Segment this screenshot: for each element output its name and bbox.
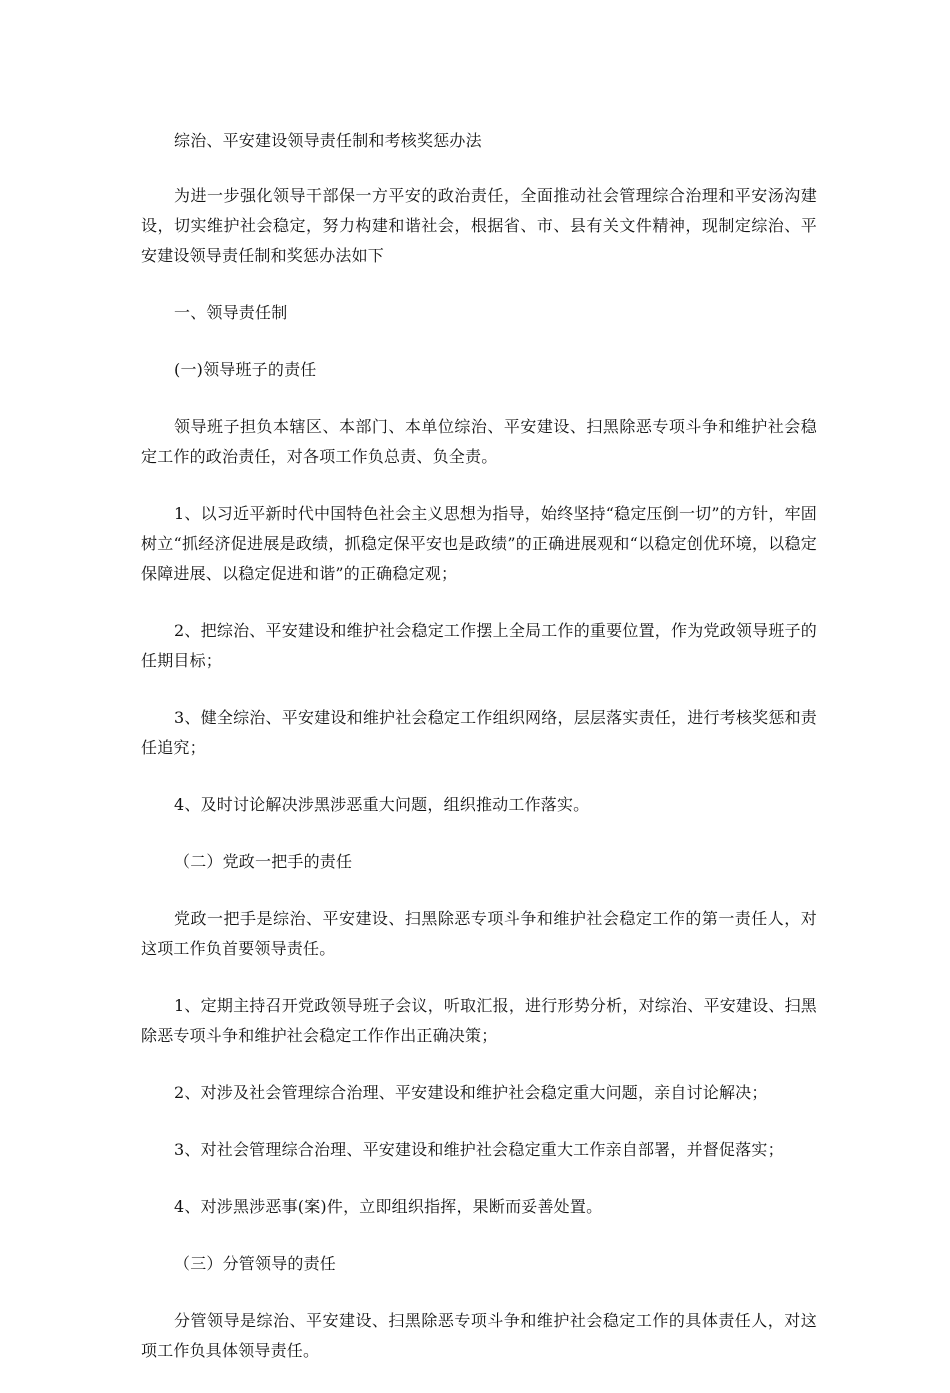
section-heading: 一、领导责任制	[174, 303, 288, 322]
list-item: 1、以习近平新时代中国特色社会主义思想为指导，始终坚持“稳定压倒一切”的方针，牢固树立“抓经济促进展是政绩，抓稳定保平安也是政绩”的正确进展观和“以稳定创优环境，以稳定保障进展、以稳定促进和谐”的正确稳定观；	[141, 504, 817, 583]
list-item: 4、对涉黑涉恶事(案)件，立即组织指挥，果断而妥善处置。	[174, 1197, 603, 1216]
list-item: 4、及时讨论解决涉黑涉恶重大问题，组织推动工作落实。	[174, 795, 590, 814]
list-item: 2、对涉及社会管理综合治理、平安建设和维护社会稳定重大问题，亲自讨论解决；	[174, 1083, 768, 1102]
subsection-heading: (一)领导班子的责任	[174, 360, 317, 379]
document-title: 综治、平安建设领导责任制和考核奖惩办法	[174, 131, 482, 150]
list-item: 1、定期主持召开党政领导班子会议，听取汇报，进行形势分析，对综治、平安建设、扫黑除恶专项斗争和维护社会稳定工作作出正确决策；	[141, 996, 817, 1045]
intro-paragraph: 为进一步强化领导干部保一方平安的政治责任，全面推动社会管理综合治理和平安汤沟建设，切实维护社会稳定，努力构建和谐社会，根据省、市、县有关文件精神，现制定综治、平安建设领导责任制和奖惩办法如下	[141, 186, 817, 265]
subsection-heading: （二）党政一把手的责任	[174, 852, 353, 871]
list-item: 2、把综治、平安建设和维护社会稳定工作摆上全局工作的重要位置，作为党政领导班子的任期目标；	[141, 621, 817, 670]
body-paragraph: 分管领导是综治、平安建设、扫黑除恶专项斗争和维护社会稳定工作的具体责任人，对这项工作负具体领导责任。	[141, 1311, 817, 1360]
list-item: 3、健全综治、平安建设和维护社会稳定工作组织网络，层层落实责任，进行考核奖惩和责任追究；	[141, 708, 817, 757]
body-paragraph: 领导班子担负本辖区、本部门、本单位综治、平安建设、扫黑除恶专项斗争和维护社会稳定工作的政治责任，对各项工作负总责、负全责。	[141, 417, 817, 466]
document-body	[141, 126, 817, 1393]
list-item: 3、对社会管理综合治理、平安建设和维护社会稳定重大工作亲自部署，并督促落实；	[174, 1140, 784, 1159]
subsection-heading: （三）分管领导的责任	[174, 1254, 337, 1273]
body-paragraph: 党政一把手是综治、平安建设、扫黑除恶专项斗争和维护社会稳定工作的第一责任人，对这项工作负首要领导责任。	[141, 909, 817, 958]
